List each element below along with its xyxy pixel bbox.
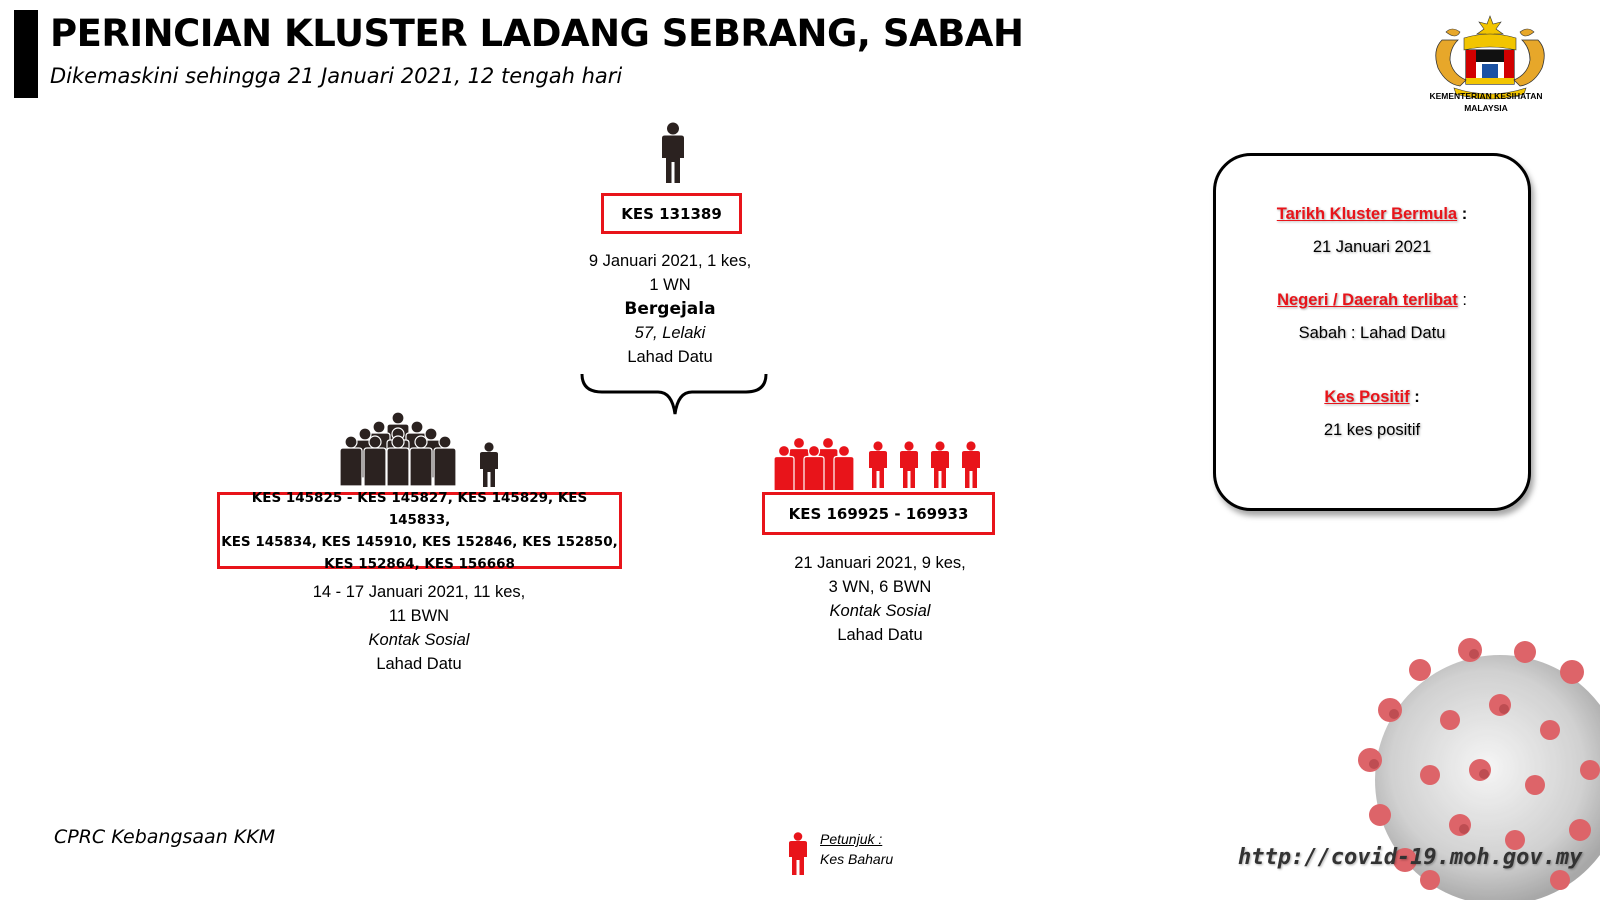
index-case-person-icon bbox=[658, 122, 688, 184]
cluster-summary-card bbox=[1213, 153, 1531, 511]
region-value: Sabah : Lahad Datu bbox=[1298, 324, 1446, 342]
index-case-label: KES 131389 bbox=[621, 204, 722, 223]
ministry-country: MALAYSIA bbox=[1464, 103, 1508, 113]
left-group-info bbox=[290, 580, 548, 676]
region-label: Negeri / Daerah terlibat bbox=[1277, 291, 1458, 309]
index-case-date: 9 Januari 2021, 1 kes, bbox=[588, 252, 752, 270]
page-subtitle: Dikemaskini sehingga 21 Januari 2021, 12 tengah hari bbox=[50, 64, 623, 88]
left-group-label-line2: KES 145834, KES 145910, KES 152846, KES 152850, bbox=[221, 533, 618, 550]
index-case-label-box bbox=[601, 193, 742, 234]
right-group-info bbox=[770, 551, 990, 647]
positive-heading bbox=[1216, 388, 1528, 407]
right-group-person-icon-4 bbox=[959, 441, 983, 489]
legend-new-case-label: Kes Baharu bbox=[820, 851, 894, 867]
left-group-label-line1: KES 145825 - KES 145827, KES 145829, KES 145833, bbox=[251, 489, 588, 528]
title-accent-bar bbox=[14, 10, 38, 98]
region-heading bbox=[1216, 291, 1528, 310]
index-case-info bbox=[560, 249, 780, 369]
ministry-name: KEMENTERIAN KESIHATAN bbox=[1429, 91, 1543, 101]
right-group-nationality: 3 WN, 6 BWN bbox=[828, 578, 932, 596]
positive-colon: : bbox=[1414, 388, 1420, 406]
right-group-crowd-icon bbox=[772, 436, 860, 490]
cluster-start-value: 21 Januari 2021 bbox=[1312, 238, 1432, 256]
left-group-crowd-icon bbox=[335, 410, 465, 486]
index-case-status: Bergejala bbox=[624, 299, 716, 319]
cluster-start-heading bbox=[1216, 205, 1528, 224]
right-group-person-icon-3 bbox=[928, 441, 952, 489]
cluster-start-label: Tarikh Kluster Bermula bbox=[1276, 205, 1458, 223]
left-group-date: 14 - 17 Januari 2021, 11 kes, bbox=[312, 583, 526, 601]
ministry-caption bbox=[1420, 90, 1552, 114]
right-group-date: 21 Januari 2021, 9 kes, bbox=[794, 554, 966, 572]
left-group-nationality: 11 BWN bbox=[388, 607, 450, 625]
right-group-type: Kontak Sosial bbox=[829, 602, 931, 620]
index-case-nationality: 1 WN bbox=[649, 276, 691, 294]
footer-source: CPRC Kebangsaan KKM bbox=[54, 826, 276, 848]
page-title: PERINCIAN KLUSTER LADANG SEBRANG, SABAH bbox=[50, 12, 1024, 55]
legend-new-case-person-icon bbox=[786, 832, 810, 876]
left-group-label-box bbox=[217, 489, 622, 572]
left-group-label-line3: KES 152864, KES 156668 bbox=[324, 555, 515, 572]
index-case-location: Lahad Datu bbox=[627, 348, 713, 366]
right-group-person-icon-1 bbox=[866, 441, 890, 489]
right-group-location: Lahad Datu bbox=[837, 626, 923, 644]
right-group-label-box bbox=[762, 492, 995, 535]
legend-title: Petunjuk : bbox=[820, 831, 883, 847]
region-colon: : bbox=[1462, 291, 1467, 309]
right-group-label: KES 169925 - 169933 bbox=[788, 504, 969, 523]
left-group-type: Kontak Sosial bbox=[368, 631, 470, 649]
positive-label: Kes Positif bbox=[1324, 388, 1410, 406]
branch-brace bbox=[580, 370, 770, 420]
cluster-start-colon: : bbox=[1461, 205, 1468, 223]
right-group-person-icon-2 bbox=[897, 441, 921, 489]
left-group-person-icon bbox=[477, 442, 501, 488]
website-url: http://covid-19.moh.gov.my bbox=[1238, 845, 1583, 870]
left-group-location: Lahad Datu bbox=[376, 655, 462, 673]
positive-value: 21 kes positif bbox=[1323, 421, 1421, 439]
index-case-demographic: 57, Lelaki bbox=[634, 324, 706, 342]
